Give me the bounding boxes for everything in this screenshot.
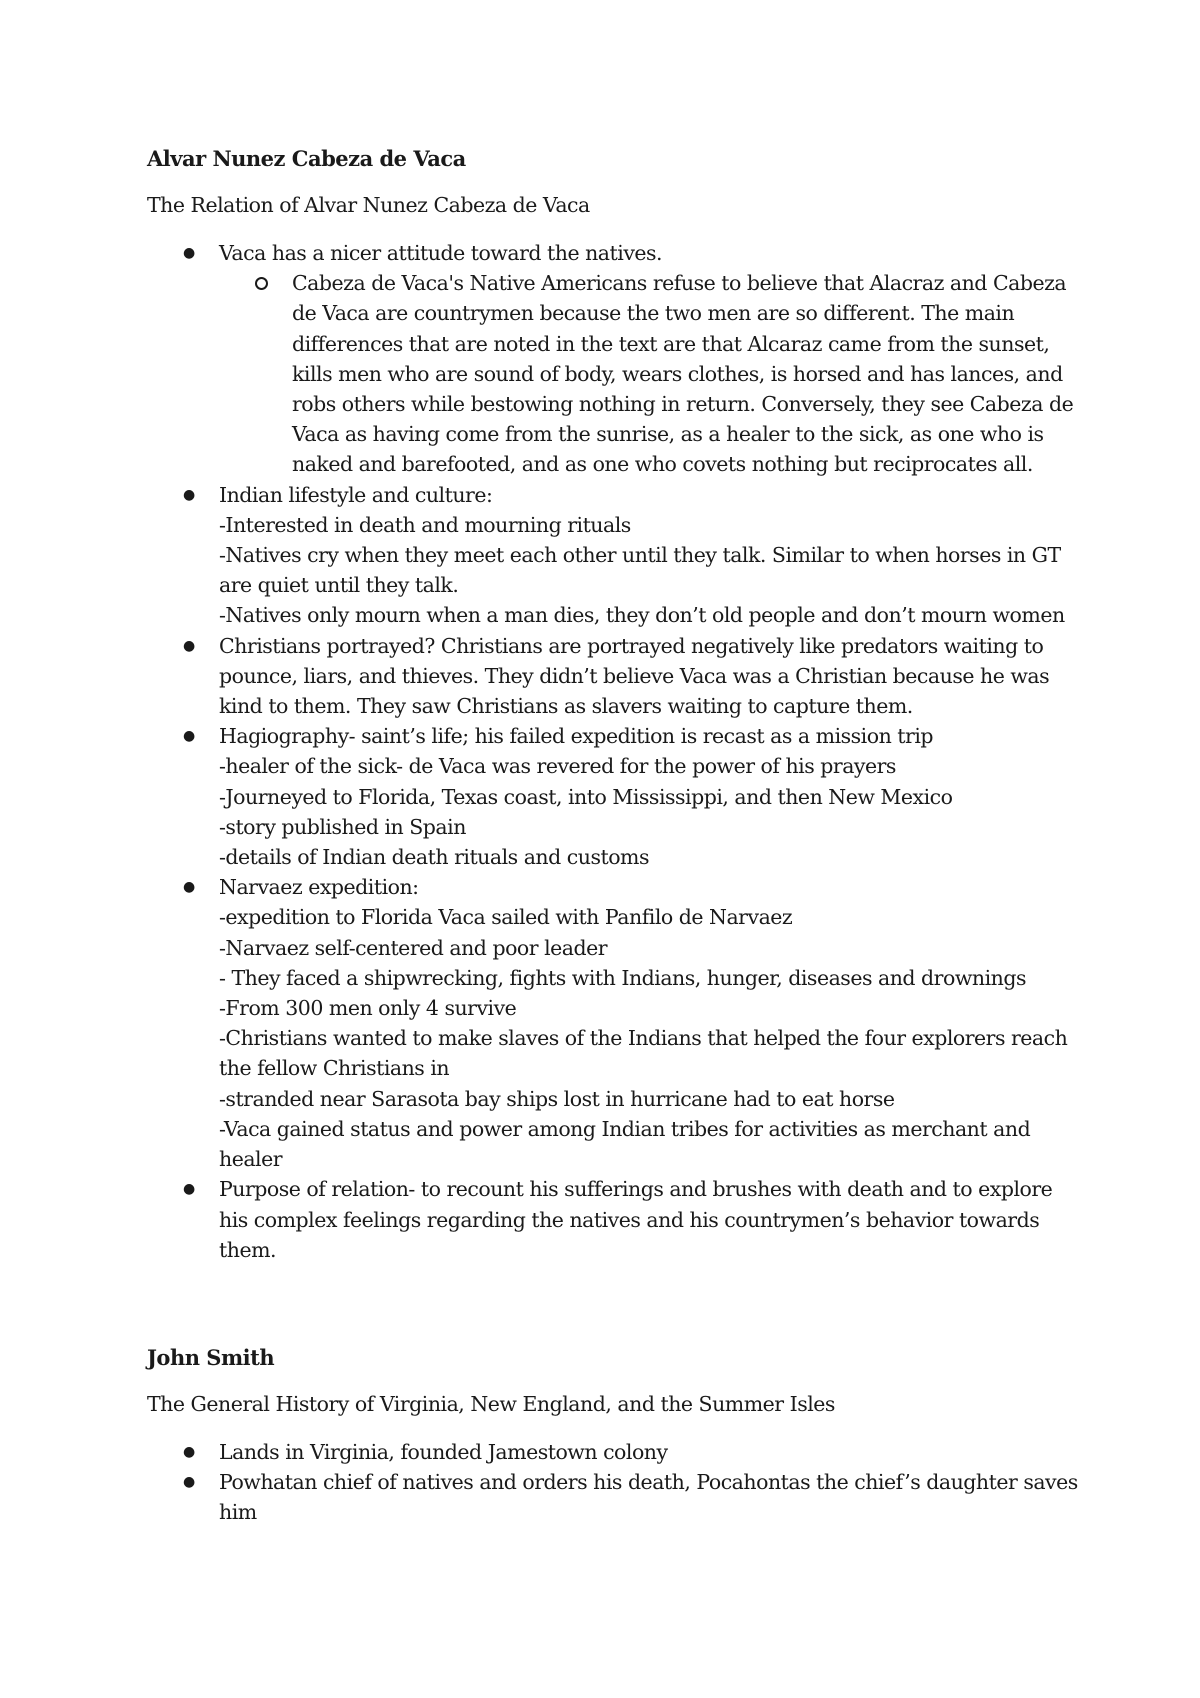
text-line: the fellow Christians in bbox=[219, 1056, 450, 1081]
text-line: -Journeyed to Florida, Texas coast, into Mississippi, and then New Mexico bbox=[219, 784, 953, 809]
section-heading: Alvar Nunez Cabeza de Vaca bbox=[147, 146, 466, 171]
section-heading: John Smith bbox=[147, 1345, 275, 1370]
text-line: -expedition to Florida Vaca sailed with Panfilo de Narvaez bbox=[219, 905, 793, 930]
list-item bbox=[147, 631, 1077, 722]
text-line: them. bbox=[219, 1237, 277, 1262]
text-line: Powhatan chief of natives and orders his death, Pocahontas the chief’s daughter saves bbox=[219, 1470, 1078, 1495]
hollow-bullet-icon bbox=[255, 277, 268, 290]
bullet-icon: ● bbox=[183, 1474, 195, 1491]
bullet-icon: ● bbox=[183, 637, 195, 654]
text-line: his complex feelings regarding the natives and his countrymen’s behavior towards bbox=[219, 1207, 1040, 1232]
sub-list-item bbox=[219, 268, 1077, 479]
bullet-list bbox=[147, 1437, 1077, 1528]
text-line: -Natives only mourn when a man dies, they don’t old people and don’t mourn women bbox=[219, 603, 1065, 628]
bullet-list bbox=[147, 238, 1077, 1265]
text-line: de Vaca are countrymen because the two men are so different. The main bbox=[292, 301, 1015, 326]
text-line: -Natives cry when they meet each other until they talk. Similar to when horses in GT bbox=[219, 543, 1061, 568]
bullet-icon: ● bbox=[183, 879, 195, 896]
text-line: naked and barefooted, and as one who covets nothing but reciprocates all. bbox=[292, 452, 1033, 477]
text-line: -From 300 men only 4 survive bbox=[219, 996, 517, 1021]
text-line: are quiet until they talk. bbox=[219, 573, 459, 598]
bullet-icon: ● bbox=[183, 728, 195, 745]
text-line: - They faced a shipwrecking, fights with Indians, hunger, diseases and drownings bbox=[219, 965, 1026, 990]
text-line: robs others while bestowing nothing in return. Conversely, they see Cabeza de bbox=[292, 392, 1074, 417]
list-item bbox=[147, 238, 1077, 480]
list-item bbox=[147, 1467, 1077, 1527]
text-line: -Narvaez self-centered and poor leader bbox=[219, 935, 608, 960]
bullet-icon: ● bbox=[183, 486, 195, 503]
bullet-icon: ● bbox=[183, 245, 195, 261]
list-item bbox=[147, 1437, 1077, 1467]
section-subtitle: The General History of Virginia, New England, and the Summer Isles bbox=[147, 1392, 835, 1416]
list-item bbox=[147, 872, 1077, 1174]
text-line: pounce, liars, and thieves. They didn’t believe Vaca was a Christian because he was bbox=[219, 663, 1050, 688]
bullet-icon: ● bbox=[183, 1181, 195, 1198]
section-subtitle: The Relation of Alvar Nunez Cabeza de Vaca bbox=[147, 193, 590, 217]
text-line: -Christians wanted to make slaves of the Indians that helped the four explorers reach bbox=[219, 1026, 1068, 1051]
text-line: Lands in Virginia, founded Jamestown colony bbox=[219, 1440, 668, 1464]
list-item bbox=[147, 721, 1077, 872]
text-line: Purpose of relation- to recount his sufferings and brushes with death and to explore bbox=[219, 1177, 1053, 1202]
text-line: him bbox=[219, 1500, 257, 1525]
bullet-icon: ● bbox=[183, 1444, 195, 1460]
text-line: Narvaez expedition: bbox=[219, 875, 419, 900]
text-line: Indian lifestyle and culture: bbox=[219, 482, 493, 507]
text-line: -Interested in death and mourning rituals bbox=[219, 512, 631, 537]
sub-list bbox=[219, 268, 1077, 479]
list-item bbox=[147, 1174, 1077, 1265]
text-line: Cabeza de Vaca's Native Americans refuse to believe that Alacraz and Cabeza bbox=[292, 271, 1067, 296]
text-line: -story published in Spain bbox=[219, 814, 466, 839]
text-line: Hagiography- saint’s life; his failed expedition is recast as a mission trip bbox=[219, 724, 934, 749]
text-line: -details of Indian death rituals and customs bbox=[219, 845, 650, 870]
text-line: differences that are noted in the text are that Alcaraz came from the sunset, bbox=[292, 331, 1050, 356]
text-line: Vaca has a nicer attitude toward the natives. bbox=[219, 241, 663, 265]
text-line: kind to them. They saw Christians as slavers waiting to capture them. bbox=[219, 694, 913, 719]
list-item bbox=[147, 480, 1077, 631]
text-line: Christians portrayed? Christians are portrayed negatively like predators waiting to bbox=[219, 633, 1044, 658]
text-line: healer bbox=[219, 1147, 283, 1172]
text-line: -healer of the sick- de Vaca was revered for the power of his prayers bbox=[219, 754, 896, 779]
text-line: -Vaca gained status and power among Indian tribes for activities as merchant and bbox=[219, 1116, 1031, 1141]
text-line: -stranded near Sarasota bay ships lost in hurricane had to eat horse bbox=[219, 1086, 895, 1111]
text-line: Vaca as having come from the sunrise, as a healer to the sick, as one who is bbox=[292, 422, 1044, 447]
text-line: kills men who are sound of body, wears clothes, is horsed and has lances, and bbox=[292, 361, 1063, 386]
